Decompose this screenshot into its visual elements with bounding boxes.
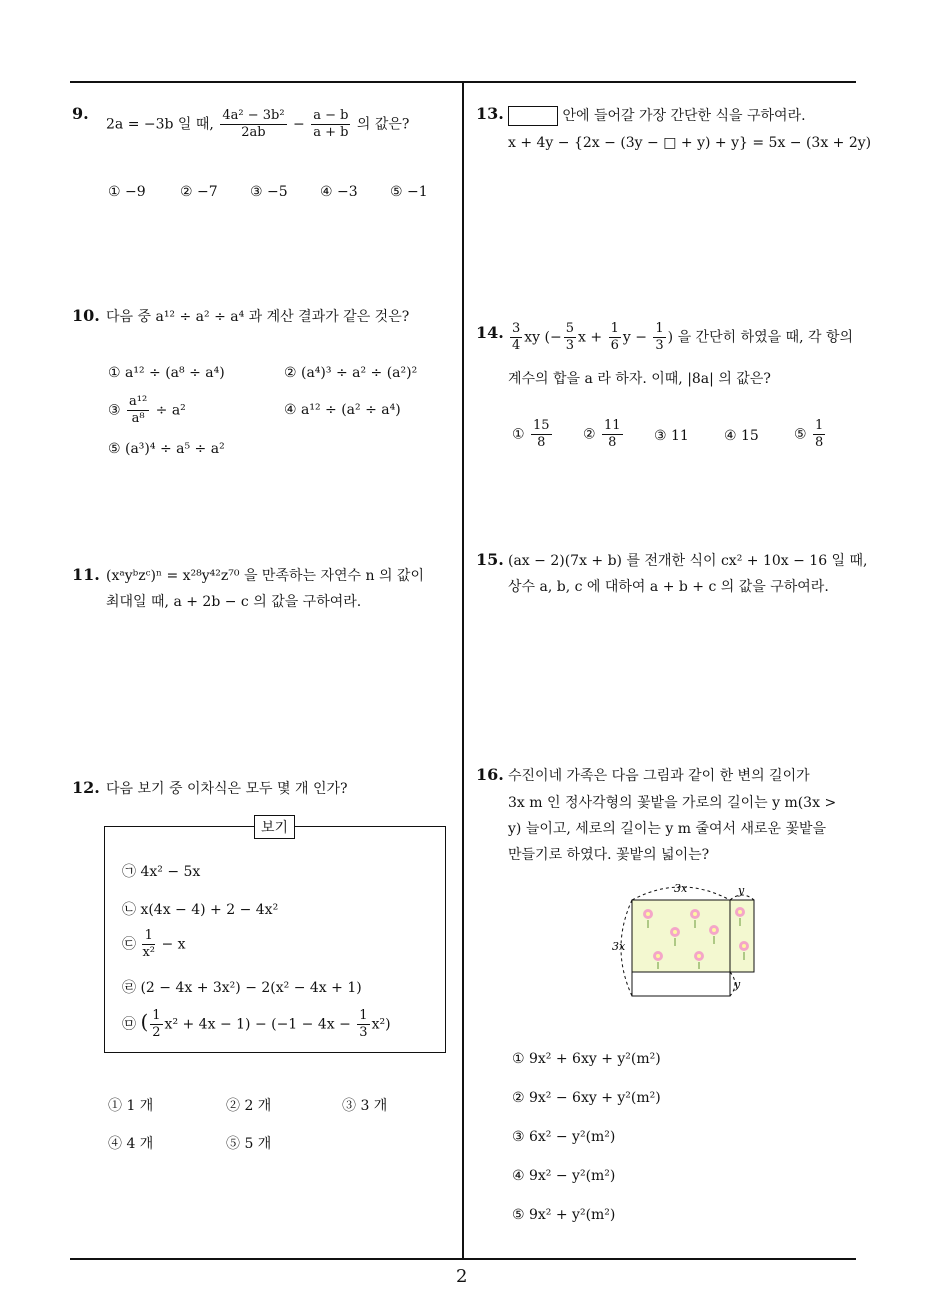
q14-x-plus: x + <box>578 329 603 346</box>
q13-stem <box>508 106 806 126</box>
q16-choice-5[interactable]: ⑤ 9x² + y²(m²) <box>512 1207 616 1223</box>
fig-label-top: 3x <box>674 882 688 895</box>
q9-frac1-den: 2ab <box>241 125 266 140</box>
q9-number: 9. <box>72 104 89 123</box>
q9-text-b: 의 값은? <box>356 116 410 133</box>
q14-xy: xy <box>524 329 541 346</box>
q10-choice-3-mark: ③ <box>108 402 121 419</box>
q11-line-1: (xᵃyᵇzᶜ)ⁿ = x²⁸y⁴²z⁷⁰ 을 만족하는 자연수 n 의 값이 <box>106 568 424 584</box>
q10-choice-3-suffix: ÷ a² <box>155 402 186 419</box>
q14-choice-2-fraction <box>602 418 623 451</box>
q16-line-2: 3x m 인 정사각형의 꽃밭을 가로의 길이는 y m(3x > <box>508 795 837 811</box>
q9-choice-3[interactable]: ③ −5 <box>250 184 288 200</box>
q12-item-e-f2-den: 3 <box>359 1025 368 1040</box>
q16-line-4: 만들기로 하였다. 꽃밭의 넓이는? <box>508 847 710 863</box>
q9-choice-1[interactable]: ① −9 <box>108 184 146 200</box>
q9-text-a: 2a = −3b 일 때, <box>106 116 214 133</box>
q12-choice-2[interactable]: ② 2 개 <box>226 1098 272 1114</box>
q12-item-e-open: ( <box>140 1009 149 1034</box>
q12-item-e-fraction-1 <box>150 1008 162 1041</box>
q12-item-e-end: x²) <box>371 1016 391 1033</box>
q13-equation: x + 4y − {2x − (3y − □ + y) + y} = 5x − (3x + 2y) <box>508 135 872 151</box>
q14-choice-2[interactable] <box>583 418 625 451</box>
q10-choice-3-fraction <box>127 394 149 427</box>
q14-choice-4[interactable]: ④ 15 <box>724 428 759 444</box>
q16-line-1: 수진이네 가족은 다음 그림과 같이 한 변의 길이가 <box>508 768 810 784</box>
fig-label-top-y: y <box>738 884 745 897</box>
q12-item-e-f1-num: 1 <box>152 1008 161 1023</box>
q13-text: 안에 들어갈 가장 간단한 식을 구하여라. <box>562 108 806 124</box>
q14-frac-b-num: 5 <box>565 321 575 336</box>
q10-choice-5[interactable]: ⑤ (a³)⁴ ÷ a⁵ ÷ a² <box>108 441 225 457</box>
q10-choice-3-den: a⁸ <box>131 411 145 426</box>
q12-item-d: ㉣ (2 − 4x + 3x²) − 2(x² − 4x + 1) <box>122 980 362 996</box>
q14-choice-2-mark: ② <box>583 426 596 443</box>
q12-choice-3[interactable]: ③ 3 개 <box>342 1098 388 1114</box>
fig-label-left: 3x <box>612 940 626 953</box>
q14-choice-1-den: 8 <box>537 435 546 450</box>
q12-item-c-suffix: − x <box>161 936 186 953</box>
q9-choice-4[interactable]: ④ −3 <box>320 184 358 200</box>
q10-number: 10. <box>72 306 100 325</box>
q12-stem: 다음 보기 중 이차식은 모두 몇 개 인가? <box>106 781 348 797</box>
q14-y-minus: y − <box>622 329 647 346</box>
q10-choice-3[interactable] <box>108 394 186 427</box>
q12-item-c-num: 1 <box>142 928 155 945</box>
q16-choice-3[interactable]: ③ 6x² − y²(m²) <box>512 1129 616 1145</box>
q12-item-e <box>122 1008 391 1041</box>
q12-item-e-mark: ㉤ <box>122 1016 136 1033</box>
q14-frac-c-den: 6 <box>610 338 619 353</box>
q15-line-2: 상수 a, b, c 에 대하여 a + b + c 의 값을 구하여라. <box>508 579 829 595</box>
q12-item-e-middle: x² + 4x − 1) − (−1 − 4x − <box>164 1016 351 1033</box>
q14-choice-3[interactable]: ③ 11 <box>654 428 689 444</box>
q14-choice-5-den: 8 <box>815 435 824 450</box>
q13-number: 13. <box>476 104 504 123</box>
q9-frac1-num: 4a² − 3b² <box>222 108 285 123</box>
q12-item-b: ㉡ x(4x − 4) + 2 − 4x² <box>122 902 279 918</box>
q16-line-3: y) 늘이고, 세로의 길이는 y m 줄여서 새로운 꽃밭을 <box>508 821 827 837</box>
q12-item-c <box>122 928 186 961</box>
q14-choice-5-mark: ⑤ <box>794 426 807 443</box>
q15-number: 15. <box>476 550 504 569</box>
column-divider <box>462 82 464 1259</box>
q14-choice-5-num: 1 <box>815 418 824 433</box>
q16-choice-4[interactable]: ④ 9x² − y²(m²) <box>512 1168 616 1184</box>
q10-stem: 다음 중 a¹² ÷ a² ÷ a⁴ 과 계산 결과가 같은 것은? <box>106 309 410 325</box>
q12-choice-4[interactable]: ④ 4 개 <box>108 1136 154 1152</box>
q9-stem <box>106 108 409 141</box>
q14-choice-2-num: 11 <box>604 418 621 433</box>
q9-frac2-num: a − b <box>313 108 349 123</box>
q14-frac-c <box>609 321 621 354</box>
q15-line-1: (ax − 2)(7x + b) 를 전개한 식이 cx² + 10x − 16 일 때, <box>508 553 868 569</box>
q14-line-2: 계수의 합을 a 라 하자. 이때, |8a| 의 값은? <box>508 371 771 387</box>
q12-item-c-fraction <box>142 928 155 961</box>
q14-frac-c-num: 1 <box>610 321 619 336</box>
q12-item-e-f2-num: 1 <box>359 1008 368 1023</box>
q14-number: 14. <box>476 323 504 342</box>
q13-answer-box <box>508 106 558 126</box>
q9-choice-2[interactable]: ② −7 <box>180 184 218 200</box>
q12-bogi-title: 보기 <box>254 815 295 839</box>
q12-item-e-fraction-2 <box>357 1008 369 1041</box>
q14-choice-1-fraction <box>531 418 552 451</box>
q14-open-paren: (− <box>544 329 562 346</box>
q16-number: 16. <box>476 765 504 784</box>
q9-fraction-2 <box>311 108 350 141</box>
q14-line-1 <box>508 321 853 354</box>
q12-item-c-den: x² <box>142 945 155 960</box>
q9-minus: − <box>293 116 305 133</box>
q14-choice-1-num: 15 <box>533 418 550 433</box>
q14-choice-1[interactable] <box>512 418 554 451</box>
q12-item-a: ㉠ 4x² − 5x <box>122 864 201 880</box>
q11-line-2: 최대일 때, a + 2b − c 의 값을 구하여라. <box>106 594 362 610</box>
q14-choice-2-den: 8 <box>608 435 617 450</box>
q14-frac-b-den: 3 <box>565 338 575 353</box>
q14-choice-1-mark: ① <box>512 426 525 443</box>
q10-choice-4[interactable]: ④ a¹² ÷ (a² ÷ a⁴) <box>284 402 401 418</box>
q14-frac-d-den: 3 <box>655 338 664 353</box>
q12-choice-5[interactable]: ⑤ 5 개 <box>226 1136 272 1152</box>
page-number: 2 <box>456 1266 468 1287</box>
fig-label-right-y: y <box>734 978 741 991</box>
q10-choice-1[interactable]: ① a¹² ÷ (a⁸ ÷ a⁴) <box>108 365 225 381</box>
q14-frac-a <box>510 321 522 354</box>
q12-item-e-f1-den: 2 <box>152 1025 161 1040</box>
q12-number: 12. <box>72 778 100 797</box>
q9-fraction-1 <box>220 108 286 141</box>
q14-frac-a-num: 3 <box>512 321 521 336</box>
q14-frac-d-num: 1 <box>655 321 664 336</box>
q14-frac-b <box>564 321 576 354</box>
q10-choice-3-num: a¹² <box>129 394 148 409</box>
q16-choice-1[interactable]: ① 9x² + 6xy + y²(m²) <box>512 1051 661 1067</box>
q14-frac-a-den: 4 <box>512 338 521 353</box>
q14-frac-d <box>653 321 665 354</box>
q16-garden-figure <box>600 876 770 1001</box>
q16-choice-2[interactable]: ② 9x² − 6xy + y²(m²) <box>512 1090 661 1106</box>
q14-choice-5[interactable] <box>794 418 827 451</box>
q11-number: 11. <box>72 565 100 584</box>
q14-choice-5-fraction <box>813 418 825 451</box>
q9-choice-5[interactable]: ⑤ −1 <box>390 184 428 200</box>
q9-frac2-den: a + b <box>313 125 349 140</box>
q10-choice-2[interactable]: ② (a⁴)³ ÷ a² ÷ (a²)² <box>284 365 418 381</box>
q12-choice-1[interactable]: ① 1 개 <box>108 1098 154 1114</box>
garden-removed-strip <box>632 972 730 996</box>
q14-close-text: ) 을 간단히 하였을 때, 각 항의 <box>667 329 854 346</box>
q12-item-c-mark: ㉢ <box>122 936 136 953</box>
